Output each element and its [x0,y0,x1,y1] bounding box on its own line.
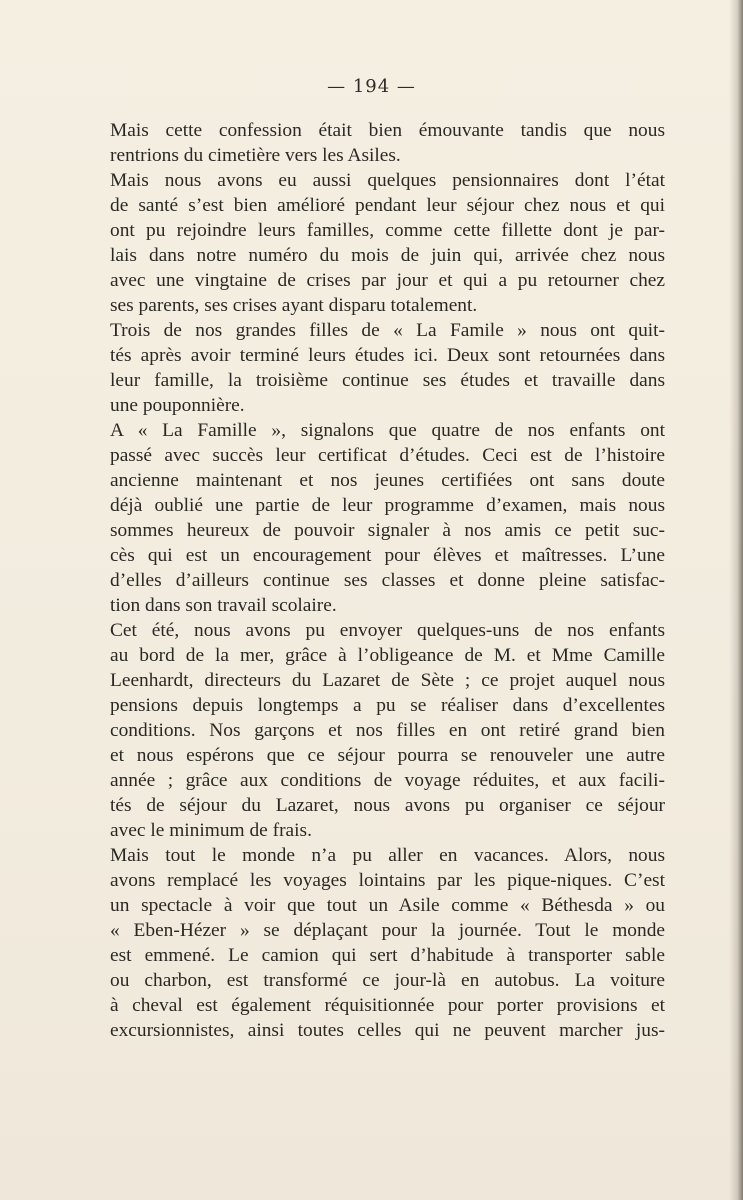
text-line: Trois de nos grandes filles de « La Famile » nous ont quit- [110,320,665,341]
paragraph [110,118,665,168]
text-line: Cet été, nous avons pu envoyer quelques-uns de nos enfants [110,620,665,641]
text-line: Mais tout le monde n’a pu aller en vacances. Alors, nous [110,845,665,866]
page-number: — 194 — [327,76,416,97]
text-line: un spectacle à voir que tout un Asile comme « Béthesda » ou [110,895,665,916]
text-line: Leenhardt, directeurs du Lazaret de Sète ; ce projet auquel nous [110,670,665,691]
paragraph [110,843,665,1043]
text-line: passé avec succès leur certificat d’études. Ceci est de l’histoire [110,445,665,466]
text-line: sommes heureux de pouvoir signaler à nos amis ce petit suc- [110,520,665,541]
text-line: excursionnistes, ainsi toutes celles qui ne peuvent marcher jus- [110,1020,665,1041]
text-line: une pouponnière. [110,395,245,416]
text-line: année ; grâce aux conditions de voyage réduites, et aux facili- [110,770,665,791]
text-line: « Eben-Hézer » se déplaçant pour la journée. Tout le monde [110,920,665,941]
page-edge-shadow [729,0,743,1200]
text-line: ses parents, ses crises ayant disparu totalement. [110,295,478,316]
paragraph [110,618,665,843]
text-line: cès qui est un encouragement pour élèves et maîtresses. L’une [110,545,665,566]
text-line: est emmené. Le camion qui sert d’habitude à transporter sable [110,945,665,966]
paragraph [110,418,665,618]
text-line: conditions. Nos garçons et nos filles en ont retiré grand bien [110,720,665,741]
text-line: ont pu rejoindre leurs familles, comme cette fillette dont je par- [110,220,665,241]
text-line: Mais cette confession était bien émouvante tandis que nous [110,120,665,141]
text-line: pensions depuis longtemps a pu se réaliser dans d’excellentes [110,695,665,716]
text-line: rentrions du cimetière vers les Asiles. [110,145,401,166]
paragraph [110,318,665,418]
text-line: au bord de la mer, grâce à l’obligeance de M. et Mme Camille [110,645,665,666]
text-line: déjà oublié une partie de leur programme d’examen, mais nous [110,495,665,516]
text-line: de santé s’est bien amélioré pendant leur séjour chez nous et qui [110,195,665,216]
text-line: à cheval est également réquisitionnée pour porter provisions et [110,995,665,1016]
text-line: lais dans notre numéro du mois de juin qui, arrivée chez nous [110,245,665,266]
body-text [110,118,665,1043]
text-line: tés après avoir terminé leurs études ici. Deux sont retournées dans [110,345,665,366]
text-line: avec le minimum de frais. [110,820,312,841]
paragraph [110,168,665,318]
text-line: d’elles d’ailleurs continue ses classes et donne pleine satisfac- [110,570,665,591]
text-line: tés de séjour du Lazaret, nous avons pu organiser ce séjour [110,795,665,816]
text-line: leur famille, la troisième continue ses études et travaille dans [110,370,665,391]
text-line: A « La Famille », signalons que quatre de nos enfants ont [110,420,665,441]
text-line: ancienne maintenant et nos jeunes certifiées ont sans doute [110,470,665,491]
text-line: et nous espérons que ce séjour pourra se renouveler une autre [110,745,665,766]
text-line: Mais nous avons eu aussi quelques pensionnaires dont l’état [110,170,665,191]
text-line: avons remplacé les voyages lointains par les pique-niques. C’est [110,870,665,891]
text-line: tion dans son travail scolaire. [110,595,337,616]
text-line: ou charbon, est transformé ce jour-là en autobus. La voiture [110,970,665,991]
text-line: avec une vingtaine de crises par jour et qui a pu retourner chez [110,270,665,291]
